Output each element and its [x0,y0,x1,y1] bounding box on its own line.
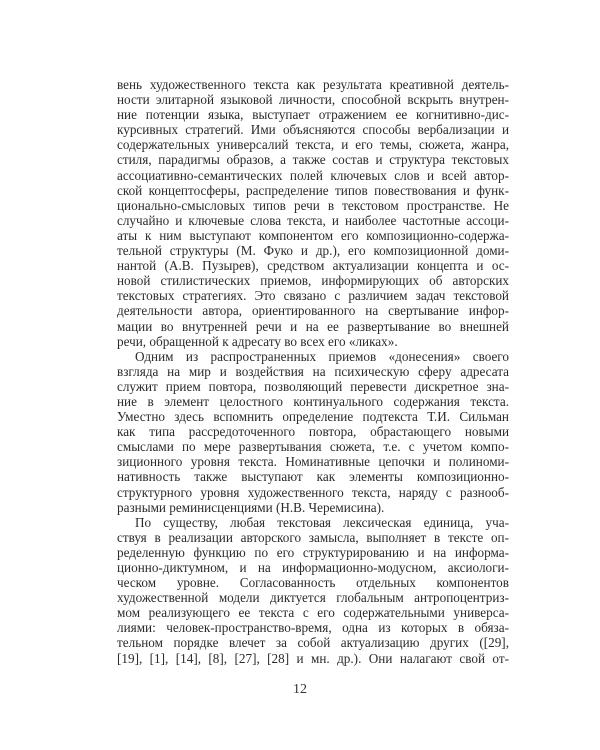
text-line: ской концептосферы, распределение типов повествования и функ- [117,182,509,198]
paragraph [117,515,509,666]
text-line: деятельности автора, ориентированного на свертывание инфор- [117,303,509,319]
text-line: вень художественного текста как результата креативной деятель- [117,77,509,92]
paragraph [117,349,509,515]
text-line: мом реализующего ее текста с его содержательными универса- [117,605,509,621]
text-line: ционно-диктумном, и на информационно-модусном, аксиологи- [117,560,509,575]
text-line: ние в элемент целостного континуального содержания текста. [117,393,509,409]
text-line: текстовых стратегиях. Это связано с различием задач текстовой [117,288,509,304]
text-line: Одним из распространенных приемов «донесения» своего [135,348,509,364]
text-line: стиля, парадигмы образов, а также состав и структура текстовых [117,152,509,168]
text-line: разными реминисценциями (Н.В. Черемисина). [117,499,385,515]
text-line: зиционного уровня текста. Номинативные цепочки и полиноми- [117,454,509,470]
text-line: тельной структуры (М. Фуко и др.), его композиционной доми- [117,243,509,259]
page-number: 12 [293,682,307,697]
text-line: ассоциативно-семантических полей ключевых слов и всей автор- [117,167,509,183]
text-line: мации во внутренней речи и на ее развертывание во внешней [117,318,509,334]
text-line: случайно и ключевые слова текста, и наиболее частотные ассоци- [117,212,509,228]
text-line: нантой (А.В. Пузырев), средством актуализации концепта и ос- [117,258,509,274]
text-line: служит прием повтора, позволяющий перевести дискретное зна- [117,378,509,394]
text-line: новой стилистических приемов, информирующих об авторских [117,273,509,289]
text-line: нативность также выступают как элементы композиционно- [117,469,509,485]
text-line: ческом уровне. Согласованность отдельных компонентов [117,575,509,591]
text-line: ние потенции языка, выступает отражением ее когнитивно-дис- [117,107,509,123]
text-line: Уместно здесь вспомнить определение подтекста Т.И. Сильман [117,409,509,425]
text-line: содержательных универсалий текста, и его темы, сюжета, жанра, [117,137,509,153]
page-body [117,77,509,666]
text-line: тельном порядке влечет за собой актуализацию других ([29], [117,635,509,651]
text-line: структурного уровня художественного текста, наряду с разнооб- [117,484,509,500]
text-line: лиями: человек-пространство-время, одна из которых в обяза- [117,620,509,636]
text-line: ределенную функцию по его структурированию и на информа- [117,544,509,560]
text-line: смыслами по мере развертывания сюжета, т.е. с учетом компо- [117,439,509,455]
text-line: По существу, любая текстовая лексическая единица, уча- [135,514,509,530]
text-line: ности элитарной языковой личности, способной вскрыть внутрен- [117,92,509,108]
text-line: аты к ним выступают компонентом его композиционно-содержа- [117,227,509,243]
text-line: [19], [1], [14], [8], [27], [28] и мн. др.). Они налагают свой от- [117,650,509,666]
text-line: ционально-смысловых типов речи в текстовом пространстве. Не [117,197,509,213]
text-line: речи, обращенной к адресату во всех его «ликах». [117,333,398,349]
text-line: курсивных стратегий. Ими объясняются способы вербализации и [117,122,509,138]
text-line: художественной модели диктуется глобальным антропоцентриз- [117,590,509,606]
paragraph [117,77,509,349]
text-line: ствуя в реализации авторского замысла, выполняет в тексте оп- [117,529,509,545]
text-line: как типа рассредоточенного повтора, обрастающего новыми [117,424,509,440]
text-line: взгляда на мир и воздействия на психическую сферу адресата [117,363,509,379]
